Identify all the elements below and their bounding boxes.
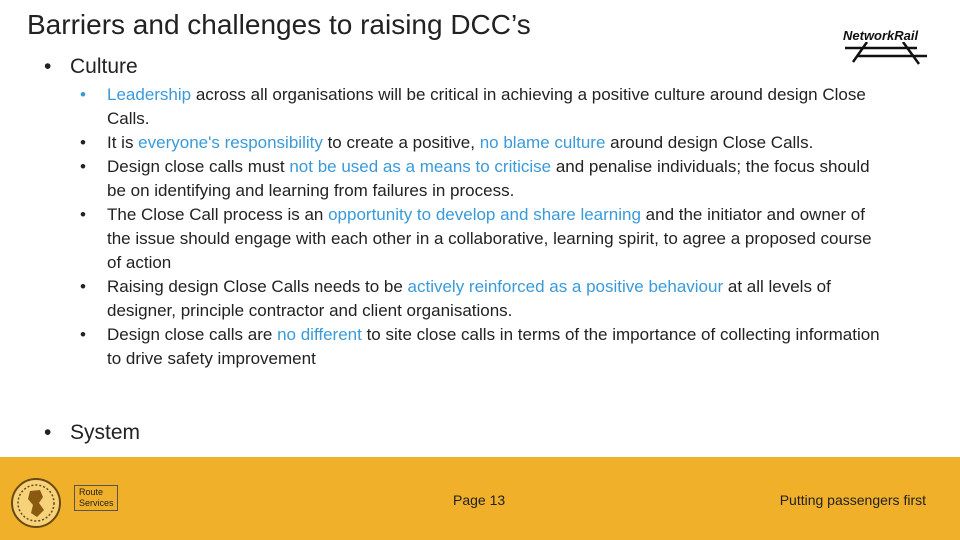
services-label: Services	[79, 498, 114, 508]
item-text: to site close calls in terms of the importance of collecting information to drive safety improvement	[107, 325, 880, 368]
bullet: •	[44, 55, 52, 78]
bullet: •	[44, 421, 52, 444]
route-label: Route	[79, 487, 104, 497]
item-text: The Close Call process is an	[107, 205, 329, 224]
item-text: and penalise individuals; the focus should be on identifying and learning from failures in process.	[107, 157, 870, 200]
highlighted-text: opportunity to develop and share learning	[328, 205, 641, 224]
slide-title: Barriers and challenges to raising DCC’s	[27, 9, 531, 40]
highlighted-text: not be used as a means to criticise	[289, 157, 552, 176]
section-system	[44, 421, 140, 445]
section-heading: System	[70, 421, 141, 444]
culture-list-item	[80, 131, 890, 155]
highlighted-text: everyone's responsibility	[138, 133, 323, 152]
culture-list-item	[80, 323, 890, 371]
item-text: Design close calls are	[107, 325, 278, 344]
bullet: •	[80, 277, 86, 296]
culture-list-item	[80, 83, 890, 131]
highlighted-text: no blame culture	[479, 133, 606, 152]
bullet: •	[80, 133, 86, 152]
item-text: to create a positive,	[322, 133, 480, 152]
double-arrow-icon	[843, 42, 931, 66]
highlighted-text: actively reinforced as a positive behaviour	[407, 277, 724, 296]
route-services-label	[74, 485, 118, 511]
tagline: Putting passengers first	[779, 492, 926, 508]
highlighted-text: no different	[277, 325, 362, 344]
footer-bar	[0, 457, 960, 540]
bullet: •	[80, 205, 86, 224]
section-heading: Culture	[70, 55, 138, 78]
item-text: around design Close Calls.	[605, 133, 814, 152]
page-number: Page 13	[453, 492, 506, 508]
item-text: at all levels of designer, principle contractor and client organisations.	[107, 277, 831, 320]
highlighted-text: Leadership	[107, 85, 192, 104]
culture-list-item	[80, 275, 890, 323]
culture-list-item	[80, 155, 890, 203]
item-text: Raising design Close Calls needs to be	[107, 277, 408, 296]
culture-list-item	[80, 203, 890, 275]
bullet: •	[80, 325, 86, 344]
network-rail-logo	[843, 28, 933, 68]
logo-wordmark: NetworkRail	[843, 28, 919, 43]
item-text: and the initiator and owner of the issue should engage with each other in a collaborative, learning spirit, to agree a proposed course of action	[107, 205, 872, 272]
route-services-badge-icon	[10, 477, 62, 529]
bullet: •	[80, 157, 86, 176]
item-text: across all organisations will be critical in achieving a positive culture around design Close Calls.	[107, 85, 866, 128]
item-text: Design close calls must	[107, 157, 290, 176]
item-text: It is	[107, 133, 139, 152]
bullet: •	[80, 85, 86, 104]
section-culture	[44, 55, 138, 79]
culture-list	[80, 83, 890, 371]
